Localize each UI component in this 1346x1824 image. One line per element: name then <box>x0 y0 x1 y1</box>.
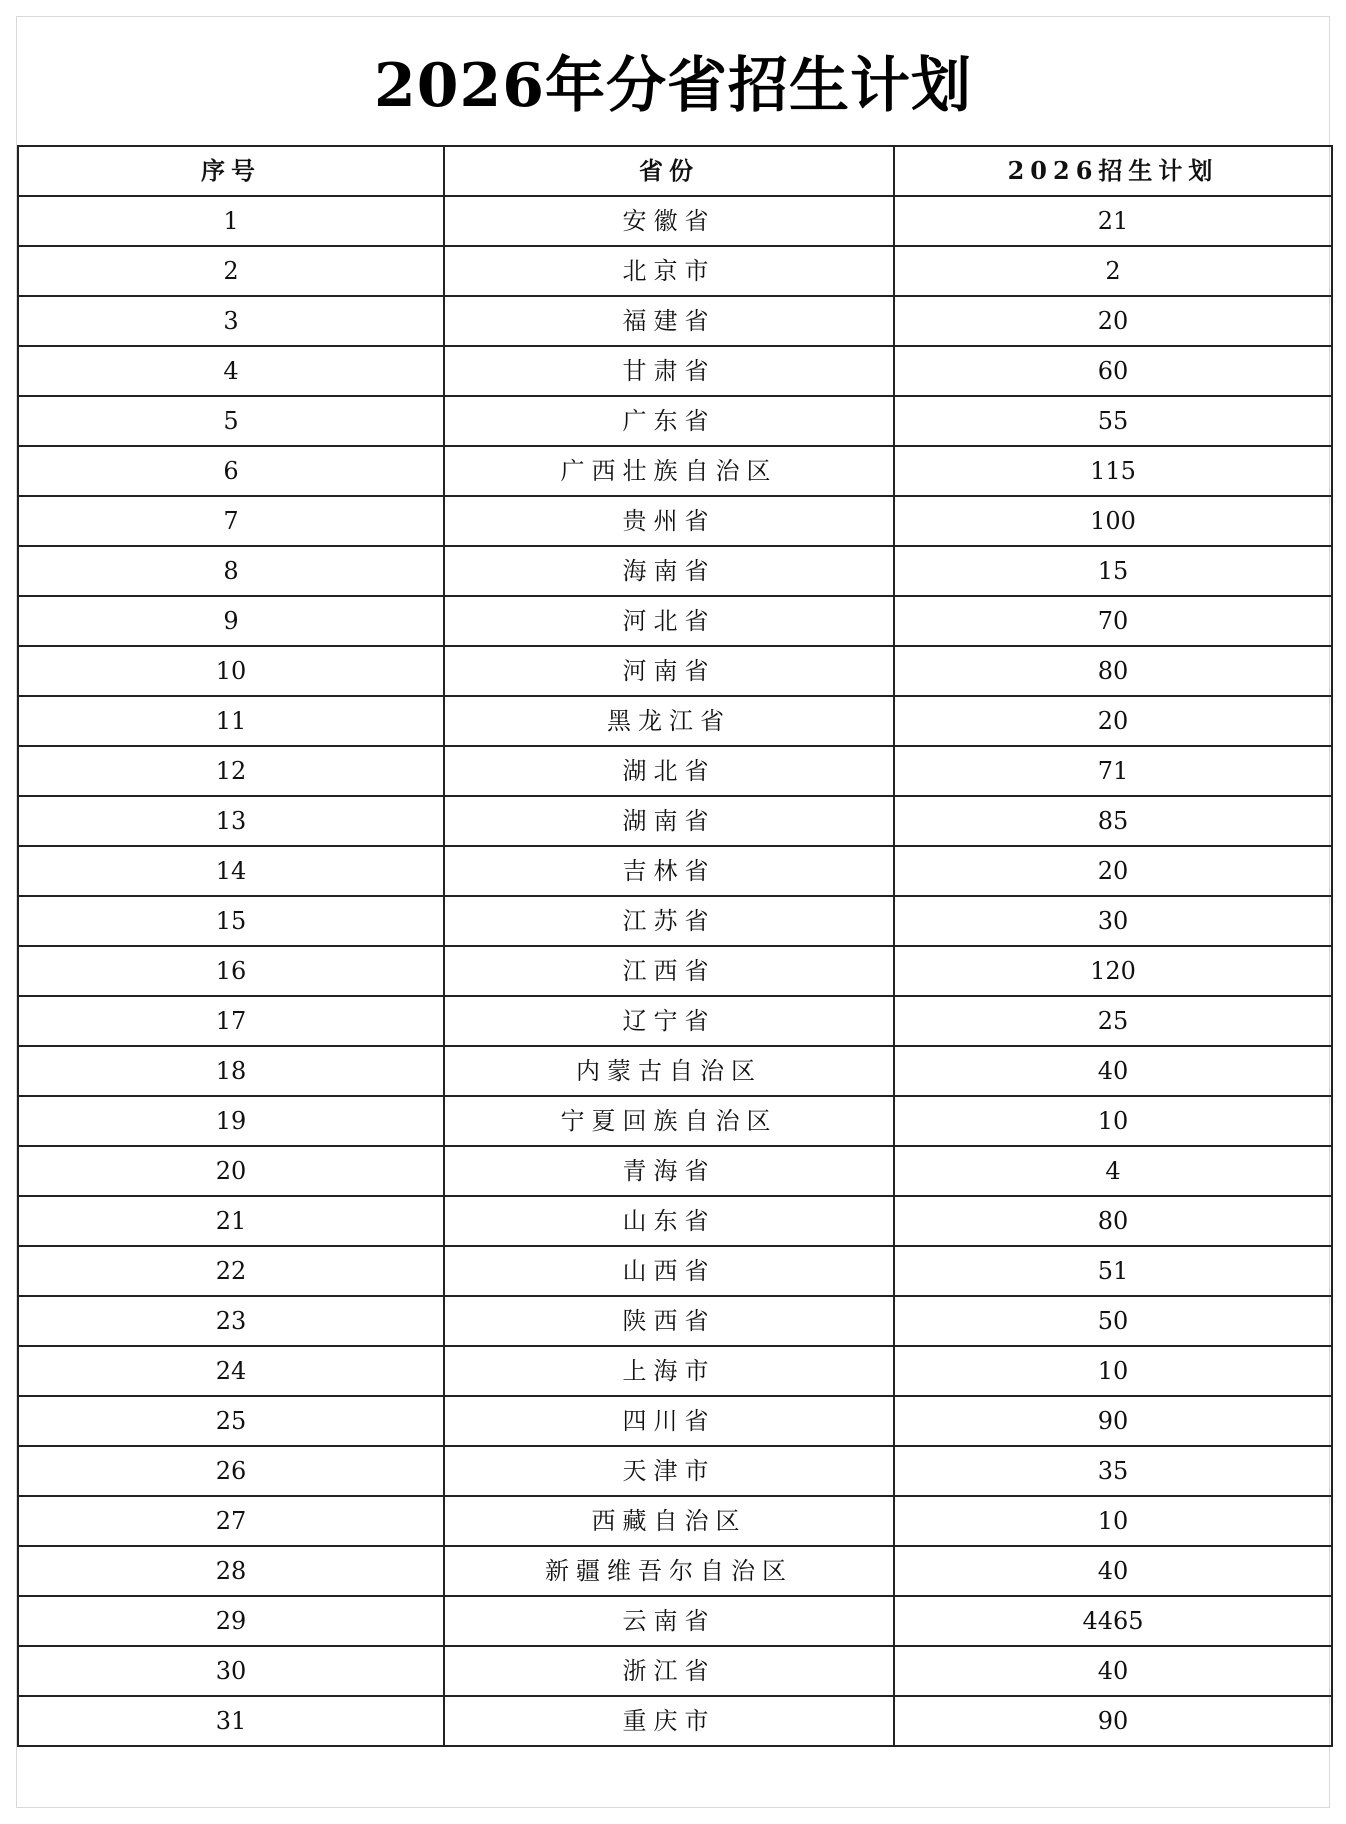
cell-enrollment-count: 25 <box>894 996 1332 1046</box>
cell-serial-number: 10 <box>18 646 444 696</box>
cell-serial-number: 13 <box>18 796 444 846</box>
table-row <box>18 1096 1332 1146</box>
cell-serial-number: 19 <box>18 1096 444 1146</box>
cell-enrollment-count: 10 <box>894 1496 1332 1546</box>
cell-province: 河南省 <box>444 646 894 696</box>
cell-enrollment-count: 55 <box>894 396 1332 446</box>
cell-enrollment-count: 20 <box>894 696 1332 746</box>
cell-serial-number: 25 <box>18 1396 444 1446</box>
cell-province: 天津市 <box>444 1446 894 1496</box>
cell-province: 新疆维吾尔自治区 <box>444 1546 894 1596</box>
document-page <box>16 16 1330 1808</box>
cell-enrollment-count: 30 <box>894 896 1332 946</box>
cell-province: 福建省 <box>444 296 894 346</box>
cell-serial-number: 5 <box>18 396 444 446</box>
cell-serial-number: 23 <box>18 1296 444 1346</box>
cell-serial-number: 26 <box>18 1446 444 1496</box>
cell-province: 广西壮族自治区 <box>444 446 894 496</box>
table-row <box>18 346 1332 396</box>
cell-serial-number: 28 <box>18 1546 444 1596</box>
enrollment-plan-table <box>17 145 1333 1747</box>
cell-serial-number: 6 <box>18 446 444 496</box>
cell-enrollment-count: 80 <box>894 1196 1332 1246</box>
cell-serial-number: 8 <box>18 546 444 596</box>
table-row <box>18 296 1332 346</box>
cell-enrollment-count: 4 <box>894 1146 1332 1196</box>
cell-serial-number: 9 <box>18 596 444 646</box>
cell-province: 浙江省 <box>444 1646 894 1696</box>
cell-province: 宁夏回族自治区 <box>444 1096 894 1146</box>
cell-province: 湖北省 <box>444 746 894 796</box>
table-row <box>18 396 1332 446</box>
cell-enrollment-count: 21 <box>894 196 1332 246</box>
cell-serial-number: 2 <box>18 246 444 296</box>
cell-province: 北京市 <box>444 246 894 296</box>
cell-enrollment-count: 2 <box>894 246 1332 296</box>
cell-enrollment-count: 80 <box>894 646 1332 696</box>
cell-enrollment-count: 20 <box>894 296 1332 346</box>
cell-serial-number: 1 <box>18 196 444 246</box>
cell-enrollment-count: 71 <box>894 746 1332 796</box>
cell-serial-number: 17 <box>18 996 444 1046</box>
cell-enrollment-count: 40 <box>894 1546 1332 1596</box>
cell-province: 黑龙江省 <box>444 696 894 746</box>
cell-enrollment-count: 120 <box>894 946 1332 996</box>
table-row <box>18 696 1332 746</box>
cell-province: 四川省 <box>444 1396 894 1446</box>
cell-province: 上海市 <box>444 1346 894 1396</box>
table-row <box>18 1446 1332 1496</box>
table-row <box>18 1646 1332 1696</box>
cell-serial-number: 21 <box>18 1196 444 1246</box>
table-row <box>18 796 1332 846</box>
cell-enrollment-count: 85 <box>894 796 1332 846</box>
cell-serial-number: 31 <box>18 1696 444 1746</box>
cell-enrollment-count: 10 <box>894 1096 1332 1146</box>
table-row <box>18 746 1332 796</box>
table-row <box>18 1596 1332 1646</box>
table-row <box>18 1246 1332 1296</box>
cell-province: 吉林省 <box>444 846 894 896</box>
cell-province: 贵州省 <box>444 496 894 546</box>
cell-enrollment-count: 50 <box>894 1296 1332 1346</box>
cell-enrollment-count: 90 <box>894 1696 1332 1746</box>
table-row <box>18 546 1332 596</box>
cell-serial-number: 4 <box>18 346 444 396</box>
cell-enrollment-count: 100 <box>894 496 1332 546</box>
cell-serial-number: 12 <box>18 746 444 796</box>
cell-enrollment-count: 115 <box>894 446 1332 496</box>
cell-province: 江苏省 <box>444 896 894 946</box>
header-province: 省份 <box>444 146 894 196</box>
table-row <box>18 846 1332 896</box>
table-row <box>18 896 1332 946</box>
cell-province: 陕西省 <box>444 1296 894 1346</box>
cell-serial-number: 11 <box>18 696 444 746</box>
cell-serial-number: 20 <box>18 1146 444 1196</box>
table-row <box>18 446 1332 496</box>
header-serial-number: 序号 <box>18 146 444 196</box>
cell-province: 河北省 <box>444 596 894 646</box>
cell-enrollment-count: 20 <box>894 846 1332 896</box>
table-row <box>18 1296 1332 1346</box>
cell-enrollment-count: 51 <box>894 1246 1332 1296</box>
table-row <box>18 946 1332 996</box>
cell-province: 山东省 <box>444 1196 894 1246</box>
table-row <box>18 1196 1332 1246</box>
table-header-row <box>18 146 1332 196</box>
table-row <box>18 1396 1332 1446</box>
cell-serial-number: 16 <box>18 946 444 996</box>
cell-province: 湖南省 <box>444 796 894 846</box>
cell-serial-number: 22 <box>18 1246 444 1296</box>
table-row <box>18 1546 1332 1596</box>
cell-province: 云南省 <box>444 1596 894 1646</box>
table-row <box>18 196 1332 246</box>
page-title: 2026年分省招生计划 <box>374 51 972 121</box>
cell-enrollment-count: 40 <box>894 1046 1332 1096</box>
table-row <box>18 1496 1332 1546</box>
table-row <box>18 1146 1332 1196</box>
cell-province: 青海省 <box>444 1146 894 1196</box>
cell-province: 西藏自治区 <box>444 1496 894 1546</box>
cell-serial-number: 29 <box>18 1596 444 1646</box>
table-row <box>18 1696 1332 1746</box>
table-row <box>18 646 1332 696</box>
cell-enrollment-count: 35 <box>894 1446 1332 1496</box>
table-row <box>18 496 1332 546</box>
cell-province: 重庆市 <box>444 1696 894 1746</box>
cell-province: 海南省 <box>444 546 894 596</box>
cell-enrollment-count: 90 <box>894 1396 1332 1446</box>
cell-enrollment-count: 15 <box>894 546 1332 596</box>
cell-serial-number: 18 <box>18 1046 444 1096</box>
cell-province: 广东省 <box>444 396 894 446</box>
cell-enrollment-count: 40 <box>894 1646 1332 1696</box>
cell-enrollment-count: 60 <box>894 346 1332 396</box>
table-row <box>18 996 1332 1046</box>
cell-province: 江西省 <box>444 946 894 996</box>
header-enrollment-plan: 2026招生计划 <box>894 146 1332 196</box>
cell-serial-number: 14 <box>18 846 444 896</box>
table-row <box>18 1346 1332 1396</box>
cell-serial-number: 15 <box>18 896 444 946</box>
cell-serial-number: 27 <box>18 1496 444 1546</box>
cell-enrollment-count: 10 <box>894 1346 1332 1396</box>
cell-province: 山西省 <box>444 1246 894 1296</box>
cell-serial-number: 30 <box>18 1646 444 1696</box>
cell-province: 辽宁省 <box>444 996 894 1046</box>
cell-province: 内蒙古自治区 <box>444 1046 894 1096</box>
cell-province: 甘肃省 <box>444 346 894 396</box>
cell-enrollment-count: 70 <box>894 596 1332 646</box>
cell-serial-number: 24 <box>18 1346 444 1396</box>
cell-serial-number: 7 <box>18 496 444 546</box>
table-row <box>18 596 1332 646</box>
table-row <box>18 1046 1332 1096</box>
table-row <box>18 246 1332 296</box>
cell-province: 安徽省 <box>444 196 894 246</box>
cell-serial-number: 3 <box>18 296 444 346</box>
cell-enrollment-count: 4465 <box>894 1596 1332 1646</box>
